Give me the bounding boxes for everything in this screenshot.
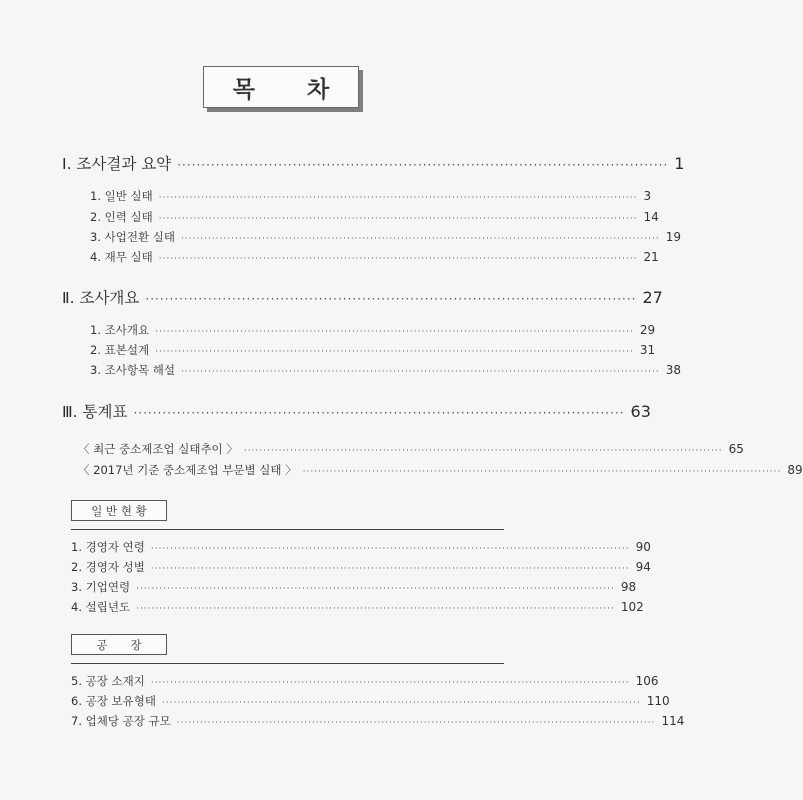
toc-page-number: 89 bbox=[787, 463, 803, 477]
leader-dots: ···························································································································· bbox=[136, 584, 615, 594]
leader-dots: ···························································································································· bbox=[155, 347, 634, 357]
toc-page-number: 110 bbox=[646, 694, 670, 708]
toc-item-label: 2. 인력 실태 bbox=[90, 210, 153, 224]
leader-dots: ······································································································ bbox=[145, 292, 637, 306]
toc-page-number: 27 bbox=[642, 288, 663, 307]
toc-item-label: 7. 업체당 공장 규모 bbox=[71, 714, 171, 728]
leader-dots: ···························································································································· bbox=[136, 604, 615, 614]
toc-item-label: 1. 일반 실태 bbox=[90, 189, 153, 203]
toc-item-label: 1. 경영자 연령 bbox=[71, 540, 145, 554]
toc-item-label: 〈 2017년 기준 중소제조업 부문별 실태 〉 bbox=[78, 463, 297, 477]
toc-item-label: 6. 공장 보유형태 bbox=[71, 694, 156, 708]
leader-dots: ······································································································ bbox=[133, 406, 625, 420]
toc-page-number: 106 bbox=[635, 674, 659, 688]
toc-item-label: 3. 사업전환 실태 bbox=[90, 230, 175, 244]
leader-dots: ···························································································································· bbox=[180, 367, 660, 377]
divider bbox=[71, 663, 504, 664]
toc-page-number: 65 bbox=[728, 442, 744, 456]
toc-page-number: 63 bbox=[630, 402, 651, 421]
toc-item-label: 5. 공장 소재지 bbox=[71, 674, 145, 688]
toc-item-label: 〈 최근 중소제조업 실태추이 〉 bbox=[78, 442, 238, 456]
toc-page-number: 98 bbox=[620, 580, 637, 594]
toc-item[interactable] bbox=[90, 209, 659, 225]
leader-dots: ···························································································································· bbox=[158, 214, 638, 224]
group-heading-general: 일 반 현 황 bbox=[71, 500, 167, 521]
toc-item[interactable] bbox=[71, 559, 651, 575]
toc-item[interactable] bbox=[71, 673, 659, 689]
toc-section-1[interactable] bbox=[62, 152, 685, 174]
toc-page-number: 1 bbox=[674, 154, 685, 173]
leader-dots: ···························································································································· bbox=[302, 467, 782, 477]
toc-item[interactable] bbox=[71, 579, 637, 595]
toc-page-number: 29 bbox=[639, 323, 656, 337]
toc-page-number: 19 bbox=[665, 230, 681, 244]
toc-section-2[interactable] bbox=[62, 286, 663, 308]
toc-page-number: 14 bbox=[643, 210, 659, 224]
toc-item-label: 4. 설립년도 bbox=[71, 600, 131, 614]
toc-page-number: 31 bbox=[639, 343, 656, 357]
toc-item[interactable] bbox=[71, 713, 685, 729]
leader-dots: ···························································································································· bbox=[243, 446, 723, 456]
toc-item[interactable] bbox=[90, 322, 656, 338]
toc-section-3[interactable] bbox=[62, 400, 651, 422]
leader-dots: ···························································································································· bbox=[158, 254, 638, 264]
toc-section-label: Ⅲ. 통계표 bbox=[62, 403, 128, 421]
toc-item-label: 2. 표본설계 bbox=[90, 343, 150, 357]
toc-page-number: 3 bbox=[643, 189, 652, 203]
leader-dots: ······································································································ bbox=[177, 158, 669, 172]
toc-section-label: Ⅱ. 조사개요 bbox=[62, 289, 140, 307]
toc-item[interactable] bbox=[78, 462, 803, 478]
toc-item-label: 3. 기업연령 bbox=[71, 580, 131, 594]
toc-item[interactable] bbox=[90, 249, 659, 265]
toc-item[interactable] bbox=[71, 539, 651, 555]
toc-item[interactable] bbox=[78, 441, 744, 457]
toc-page-number: 21 bbox=[643, 250, 659, 264]
toc-item-label: 4. 재무 실태 bbox=[90, 250, 153, 264]
toc-page-number: 90 bbox=[635, 540, 651, 554]
toc-item-label: 1. 조사개요 bbox=[90, 323, 150, 337]
leader-dots: ···························································································································· bbox=[155, 327, 634, 337]
toc-item[interactable] bbox=[71, 599, 644, 615]
page-title: 목 차 bbox=[203, 66, 359, 108]
leader-dots: ···························································································································· bbox=[180, 234, 660, 244]
toc-item[interactable] bbox=[90, 342, 656, 358]
group-heading-factory: 공 장 bbox=[71, 634, 167, 655]
toc-item[interactable] bbox=[90, 229, 681, 245]
toc-section-label: Ⅰ. 조사결과 요약 bbox=[62, 155, 172, 173]
leader-dots: ···························································································································· bbox=[150, 564, 630, 574]
divider bbox=[71, 529, 504, 530]
toc-page-number: 102 bbox=[620, 600, 644, 614]
toc-item-label: 2. 경영자 성별 bbox=[71, 560, 145, 574]
toc-item[interactable] bbox=[90, 362, 681, 378]
toc-item[interactable] bbox=[71, 693, 670, 709]
toc-page-number: 38 bbox=[665, 363, 681, 377]
leader-dots: ···························································································································· bbox=[161, 698, 641, 708]
leader-dots: ···························································································································· bbox=[150, 678, 630, 688]
toc-page-number: 94 bbox=[635, 560, 651, 574]
leader-dots: ···························································································································· bbox=[176, 718, 656, 728]
leader-dots: ···························································································································· bbox=[150, 544, 630, 554]
toc-item[interactable] bbox=[90, 188, 652, 204]
toc-item-label: 3. 조사항목 해설 bbox=[90, 363, 175, 377]
toc-page-number: 114 bbox=[661, 714, 685, 728]
leader-dots: ···························································································································· bbox=[158, 193, 638, 203]
